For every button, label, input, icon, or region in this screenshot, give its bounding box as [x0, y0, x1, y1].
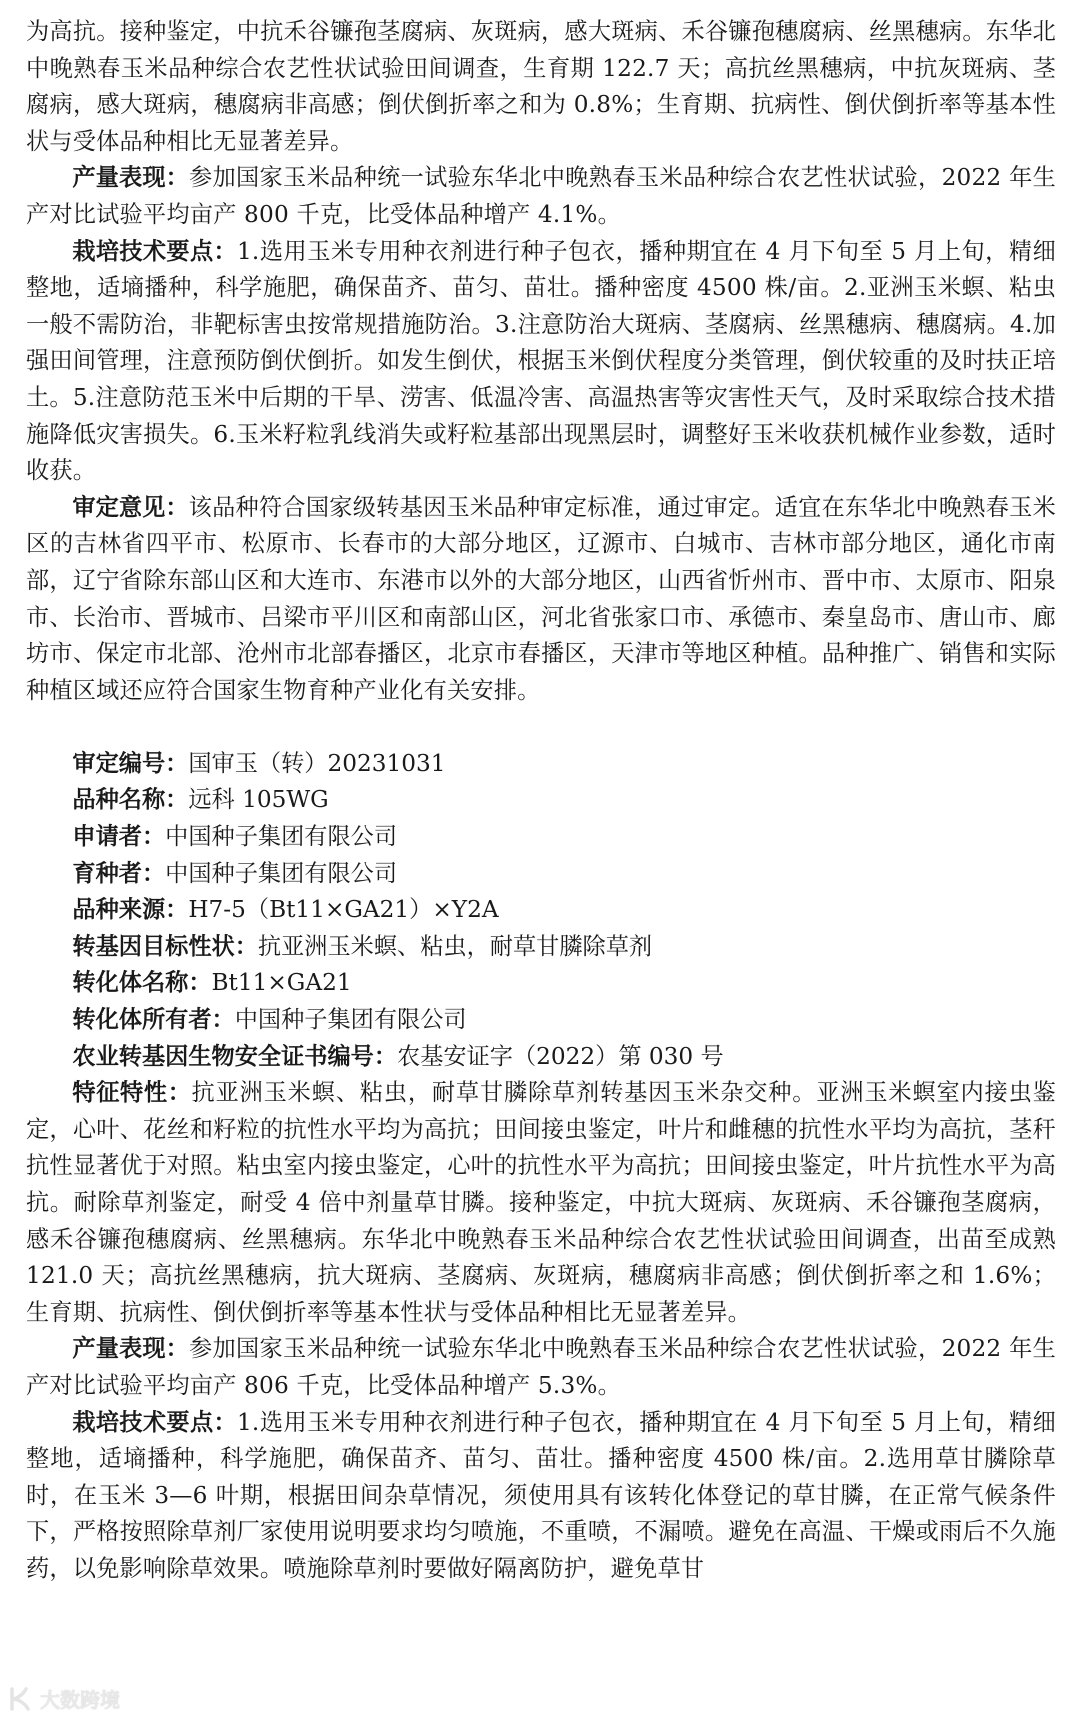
cultivation-text: 1.选用玉米专用种衣剂进行种子包衣，播种期宜在 4 月下旬至 5 月上旬，精细整地，适墒播种，科学施肥，确保苗齐、苗匀、苗壮。播种密度 4500 株/亩。2.选用草甘膦除草时，在玉米 3—6 叶期，根据田间杂草情况，须使用具有该转化体登记的草甘膦，在正常气候条件下，严格按照除草剂厂家使用说明要求均匀喷施，不重喷，不漏喷。避免在高温、干燥或雨后不久施药，以免影响除草效果。喷施除草剂时要做好隔离防护，避免草甘 [26, 1408, 1056, 1582]
watermark [6, 1684, 120, 1713]
yield-paragraph [26, 1331, 1056, 1404]
traits-text: 抗亚洲玉米螟、粘虫，耐草甘膦除草剂转基因玉米杂交种。亚洲玉米螟室内接虫鉴定，心叶、花丝和籽粒的抗性水平均为高抗；田间接虫鉴定，叶片和雌穗的抗性水平均为高抗，茎秆抗性显著优于对照。粘虫室内接虫鉴定，心叶的抗性水平为高抗；田间接虫鉴定，叶片抗性水平为高抗。耐除草剂鉴定，耐受 4 倍中剂量草甘膦。接种鉴定，中抗大斑病、灰斑病、禾谷镰孢茎腐病，感禾谷镰孢穗腐病、丝黑穗病。东华北中晚熟春玉米品种综合农艺性状试验田间调查，出苗至成熟 121.0 天；高抗丝黑穗病，抗大斑病、茎腐病、灰斑病，穗腐病非高感；倒伏倒折率之和 1.6%；生育期、抗病性、倒伏倒折率等基本性状与受体品种相比无显著差异。 [26, 1079, 1056, 1326]
variety-section-previous [26, 14, 1056, 709]
field-label: 育种者： [72, 859, 166, 887]
traits-continued-paragraph: 为高抗。接种鉴定，中抗禾谷镰孢茎腐病、灰斑病，感大斑病、禾谷镰孢穗腐病、丝黑穗病。东华北中晚熟春玉米品种综合农艺性状试验田间调查，生育期 122.7 天；高抗丝黑穗病，中抗灰斑病、茎腐病，感大斑病，穗腐病非高感；倒伏倒折率之和为 0.8%；生育期、抗病性、倒伏倒折率等基本性状与受体品种相比无显著差异。 [26, 18, 1056, 155]
field-value: 中国种子集团有限公司 [234, 1006, 467, 1034]
field-biosafety-certificate [26, 1039, 1056, 1076]
field-label: 品种名称： [72, 786, 189, 814]
field-value: 抗亚洲玉米螟、粘虫，耐草甘膦除草剂 [257, 932, 653, 960]
cultivation-paragraph [26, 1405, 1056, 1588]
field-value: 远科 105WG [188, 786, 329, 814]
field-event-owner [26, 1002, 1056, 1039]
field-value: 中国种子集团有限公司 [165, 859, 398, 887]
field-label: 农业转基因生物安全证书编号： [72, 1042, 398, 1070]
opinion-paragraph [26, 490, 1056, 710]
opinion-text: 该品种符合国家级转基因玉米品种审定标准，通过审定。适宜在东华北中晚熟春玉米区的吉林省四平市、松原市、长春市的大部分地区，辽源市、白城市、吉林市部分地区，通化市南部，辽宁省除东部山区和大连市、东港市以外的大部分地区，山西省忻州市、晋中市、太原市、阳泉市、长治市、晋城市、吕梁市平川区和南部山区，河北省张家口市、承德市、秦皇岛市、唐山市、廊坊市、保定市北部、沧州市北部春播区，北京市春播区，天津市等地区种植。品种推广、销售和实际种植区域还应符合国家生物育种产业化有关安排。 [26, 493, 1057, 704]
yield-text: 参加国家玉米品种统一试验东华北中晚熟春玉米品种综合农艺性状试验，2022 年生产对比试验平均亩产 800 千克，比受体品种增产 4.1%。 [26, 164, 1056, 228]
field-value: 中国种子集团有限公司 [165, 823, 398, 851]
field-variety-source [26, 892, 1056, 929]
cultivation-label: 栽培技术要点： [72, 237, 237, 265]
watermark-text: 大数跨境 [40, 1688, 120, 1712]
section-spacer [26, 709, 1056, 746]
field-value: H7-5（Bt11×GA21）×Y2A [188, 896, 499, 924]
yield-label: 产量表现： [72, 1335, 189, 1363]
cultivation-label: 栽培技术要点： [72, 1408, 237, 1436]
opinion-label: 审定意见： [72, 493, 189, 521]
cultivation-text: 1.选用玉米专用种衣剂进行种子包衣，播种期宜在 4 月下旬至 5 月上旬，精细整地，适墒播种，科学施肥，确保苗齐、苗匀、苗壮。播种密度 4500 株/亩。2.亚洲玉米螟、粘虫一般不需防治，非靶标害虫按常规措施防治。3.注意防治大斑病、茎腐病、丝黑穗病、穗腐病。4.加强田间管理，注意预防倒伏倒折。如发生倒伏，根据玉米倒伏程度分类管理，倒伏较重的及时扶正培土。5.注意防范玉米中后期的干旱、涝害、低温冷害、高温热害等灾害性天气，及时采取综合技术措施降低灾害损失。6.玉米籽粒乳线消失或籽粒基部出现黑层时，调整好玉米收获机械作业参数，适时收获。 [26, 237, 1056, 485]
field-label: 审定编号： [72, 749, 189, 777]
document-page [26, 14, 1056, 1588]
brand-logo-icon [6, 1685, 34, 1713]
field-target-traits [26, 929, 1056, 966]
field-breeder [26, 856, 1056, 893]
field-label: 品种来源： [72, 896, 189, 924]
traits-label: 特征特性： [72, 1079, 192, 1107]
field-variety-name [26, 782, 1056, 819]
field-label: 转化体所有者： [72, 1006, 235, 1034]
field-label: 转基因目标性状： [72, 932, 258, 960]
yield-text: 参加国家玉米品种统一试验东华北中晚熟春玉米品种综合农艺性状试验，2022 年生产对比试验平均亩产 806 千克，比受体品种增产 5.3%。 [26, 1335, 1056, 1399]
traits-paragraph [26, 1075, 1056, 1331]
cultivation-paragraph [26, 234, 1056, 490]
field-value: 农基安证字（2022）第 030 号 [397, 1042, 724, 1070]
variety-section-yuanke-105wg [26, 746, 1056, 1588]
field-label: 转化体名称： [72, 969, 212, 997]
field-approval-number [26, 746, 1056, 783]
field-value: Bt11×GA21 [211, 969, 352, 997]
field-applicant [26, 819, 1056, 856]
field-value: 国审玉（转）20231031 [188, 749, 446, 777]
field-event-name [26, 965, 1056, 1002]
yield-paragraph [26, 160, 1056, 233]
yield-label: 产量表现： [72, 164, 189, 192]
field-label: 申请者： [72, 823, 166, 851]
